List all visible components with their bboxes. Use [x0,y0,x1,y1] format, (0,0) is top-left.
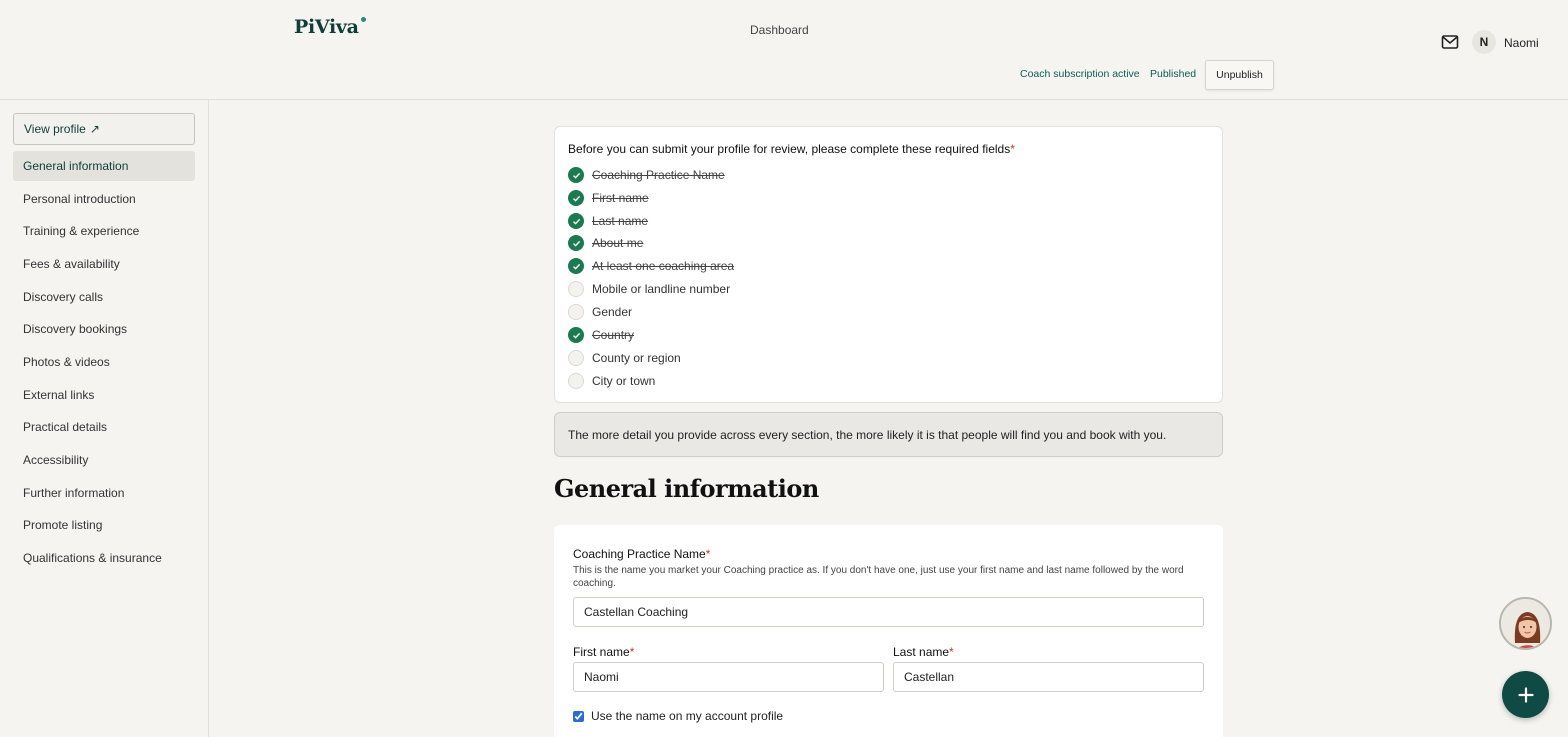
user-name[interactable]: Naomi [1504,36,1539,50]
view-profile-label: View profile [24,122,86,136]
assistant-avatar[interactable] [1499,597,1552,650]
sidebar-item-practical-details[interactable]: Practical details [23,420,108,434]
use-account-name-checkbox[interactable] [573,711,584,722]
last-name-input[interactable] [893,662,1204,692]
check-pending-icon [568,373,584,389]
general-information-form [554,525,1223,737]
plus-icon [1518,687,1534,703]
req-item-about-me: About me [568,234,643,252]
req-item-county-region: County or region [568,349,681,367]
check-done-icon [568,190,584,206]
required-fields-card [554,126,1223,403]
piviva-logo[interactable]: PiViva [294,16,359,38]
view-profile-button[interactable] [13,113,195,145]
check-done-icon [568,167,584,183]
req-item-coaching-area: At least one coaching area [568,257,734,275]
practice-name-input[interactable] [573,597,1204,627]
sidebar-item-external-links[interactable]: External links [23,388,95,402]
top-header [0,0,1568,100]
check-pending-icon [568,281,584,297]
mail-icon[interactable] [1441,34,1459,50]
required-fields-title: Before you can submit your profile for review, please complete these required fields* [568,142,1015,156]
floating-add-button[interactable] [1502,671,1549,718]
external-link-icon: ↗ [89,122,100,136]
check-pending-icon [568,350,584,366]
check-done-icon [568,235,584,251]
sidebar-item-accessibility[interactable]: Accessibility [23,453,89,467]
req-item-coaching-practice-name: Coaching Practice Name [568,166,725,184]
check-done-icon [568,327,584,343]
sidebar [0,100,209,737]
practice-name-help: This is the name you market your Coaching practice as. If you don't have one, just use your first name and last name followed by the word coaching. [573,565,1184,589]
sidebar-item-photos-videos[interactable]: Photos & videos [23,355,110,369]
req-item-phone-number: Mobile or landline number [568,280,730,298]
check-done-icon [568,213,584,229]
check-pending-icon [568,304,584,320]
nav-dashboard-link[interactable]: Dashboard [750,23,809,37]
sidebar-item-personal-introduction[interactable]: Personal introduction [23,192,136,206]
sidebar-item-general-information[interactable]: General information [13,151,195,181]
req-item-gender: Gender [568,303,632,321]
subscription-status: Coach subscription active [1020,68,1140,80]
sidebar-item-promote-listing[interactable]: Promote listing [23,518,103,532]
unpublish-button[interactable]: Unpublish [1205,60,1274,90]
sidebar-item-discovery-bookings[interactable]: Discovery bookings [23,322,128,336]
page-title: General information [554,474,819,503]
req-item-country: Country [568,326,634,344]
practice-name-label: Coaching Practice Name* [573,547,711,561]
sidebar-item-training-experience[interactable]: Training & experience [23,224,140,238]
req-item-city-town: City or town [568,372,655,390]
publish-status: Published [1150,68,1197,80]
first-name-input[interactable] [573,662,884,692]
check-done-icon [568,258,584,274]
sidebar-item-qualifications-insurance[interactable]: Qualifications & insurance [23,551,162,565]
info-notice: The more detail you provide across every section, the more likely it is that people will find you and book with you. [554,412,1223,457]
use-account-name-row[interactable] [573,709,783,723]
first-name-label: First name* [573,645,635,659]
req-item-last-name: Last name [568,212,648,230]
sidebar-item-discovery-calls[interactable]: Discovery calls [23,290,104,304]
assistant-avatar-icon [1501,599,1552,650]
req-item-first-name: First name [568,189,649,207]
last-name-label: Last name* [893,645,954,659]
sidebar-item-fees-availability[interactable]: Fees & availability [23,257,120,271]
use-account-name-label: Use the name on my account profile [591,709,784,723]
user-avatar[interactable]: N [1472,30,1496,54]
sidebar-item-further-information[interactable]: Further information [23,486,125,500]
